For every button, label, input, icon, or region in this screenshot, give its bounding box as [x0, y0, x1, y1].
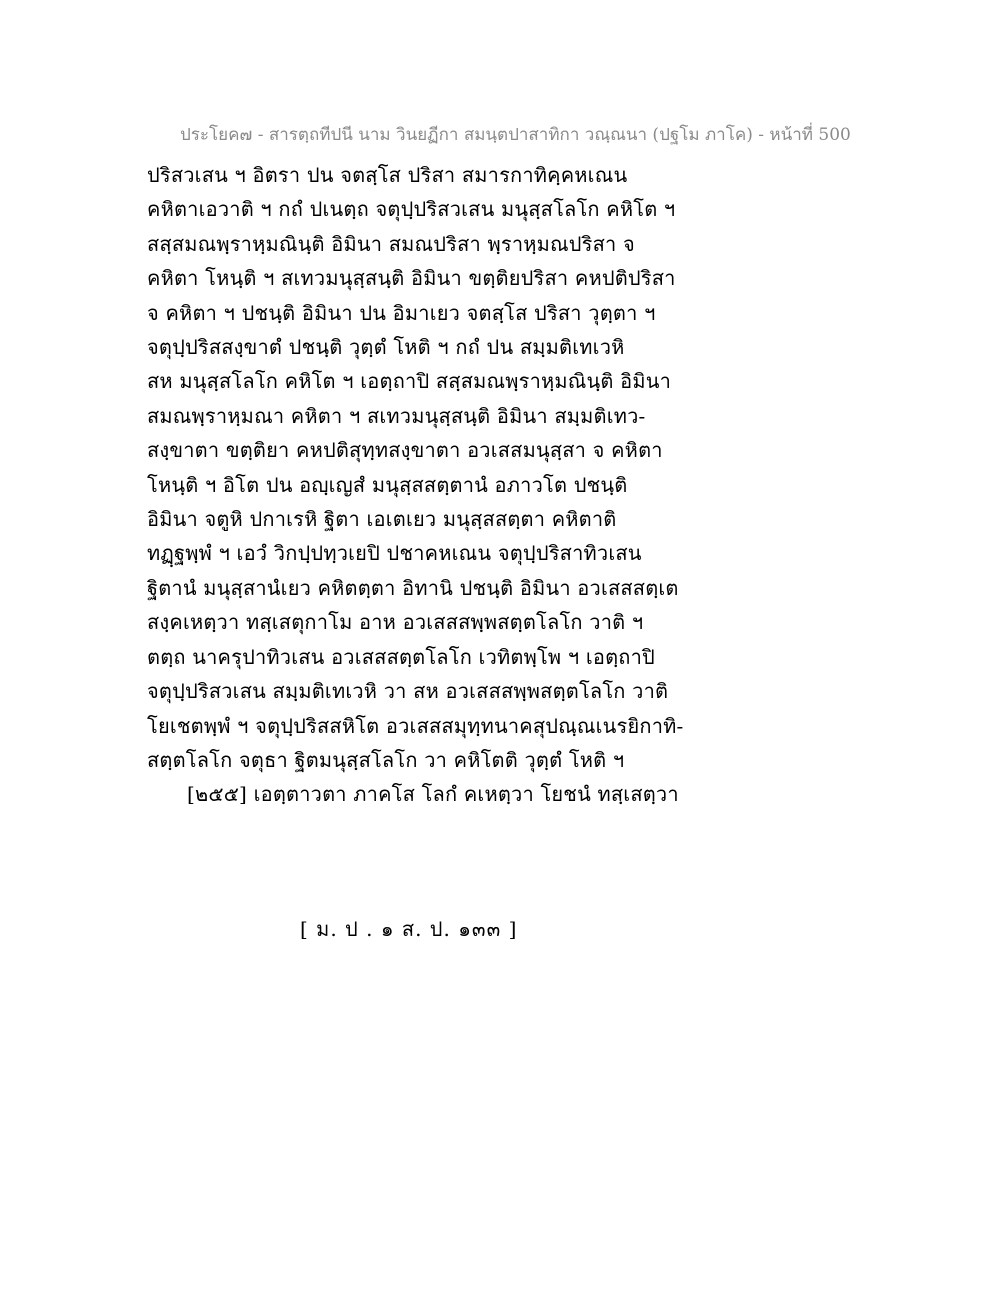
- text-line: ตตฺถ นาครุปาทิวเสน อวเสสสตฺตโลโก เวทิตพฺโพ ฯ เอตฺถาปิ: [147, 644, 655, 669]
- text-line: สมณพฺราหฺมณา คหิตา ฯ สเทวมนุสฺสนฺติ อิมินา สมฺมติเทว-: [147, 403, 646, 428]
- text-line: โหนฺติ ฯ อิโต ปน อญฺเญสํ มนุสฺสสตฺตานํ อภาวโต ปชนฺติ: [147, 472, 628, 497]
- reference-note: [ ม. ป . ๑ ส. ป. ๑๓๓ ]: [300, 917, 518, 941]
- text-line: สสฺสมณพฺราหฺมณินฺติ อิมินา สมณปริสา พฺราหฺมณปริสา จ: [147, 231, 635, 256]
- text-line: ปริสวเสน ฯ อิตรา ปน จตสฺโส ปริสา สมารกาทิคฺคหเณน: [147, 163, 628, 187]
- text-line: จตุปฺปริสสงฺขาตํ ปชนฺติ วุตฺตํ โหติ ฯ กถํ ปน สมฺมติเทเวหิ: [147, 335, 625, 360]
- text-line: สตฺตโลโก จตุธา ฐิตมนุสฺสโลโก วา คหิโตติ วุตฺตํ โหติ ฯ: [147, 747, 625, 772]
- running-header: ประโยค๗ - สารตฺถทีปนี นาม วินยฏีกา สมนฺตปาสาทิกา วณฺณนา (ปฐโม ภาโค) - หน้าที่ 500: [180, 125, 851, 145]
- text-line: อิมินา จตูหิ ปกาเรหิ ฐิตา เอเตเยว มนุสฺสสตฺตา คหิตาติ: [147, 507, 617, 532]
- text-line: จตุปฺปริสวเสน สมฺมติเทเวหิ วา สห อวเสสสพฺพสตฺตโลโก วาติ: [147, 679, 669, 704]
- paragraph-start-line: [๒๕๕] เอตฺตาวตา ภาคโส โลกํ คเหตฺวา โยชนํ ทสฺเสตฺวา: [187, 782, 679, 807]
- text-line: จ คหิตา ฯ ปชนฺติ อิมินา ปน อิมาเยว จตสฺโส ปริสา วุตฺตา ฯ: [147, 300, 656, 325]
- text-line: โยเชตพฺพํ ฯ จตุปฺปริสสหิโต อวเสสสมุทฺทนาคสุปณฺณเนรยิกาทิ-: [147, 713, 684, 738]
- text-line: สงฺขาตา ขตฺติยา คหปติสุทฺทสงฺขาตา อวเสสมนุสฺสา จ คหิตา: [147, 438, 663, 463]
- text-line: คหิตาเอวาติ ฯ กถํ ปเนตฺถ จตุปฺปริสวเสน มนุสฺสโลโก คหิโต ฯ: [147, 197, 676, 222]
- text-line: ฐิตานํ มนุสฺสานํเยว คหิตตฺตา อิทานิ ปชนฺติ อิมินา อวเสสสตฺเต: [147, 575, 679, 600]
- text-line: สงฺคเหตฺวา ทสฺเสตุกาโม อาห อวเสสสพฺพสตฺตโลโก วาติ ฯ: [147, 610, 644, 635]
- text-line: คหิตา โหนฺติ ฯ สเทวมนุสฺสนฺติ อิมินา ขตฺติยปริสา คหปติปริสา: [147, 266, 676, 291]
- body-text: [147, 158, 687, 812]
- text-line: ทฏฺฐพฺพํ ฯ เอวํ วิกปฺปทฺวเยปิ ปชาคหเณน จตุปฺปริสาทิวเสน: [147, 541, 642, 566]
- text-line: สห มนุสฺสโลโก คหิโต ฯ เอตฺถาปิ สสฺสมณพฺราหฺมณินฺติ อิมินา: [147, 369, 672, 394]
